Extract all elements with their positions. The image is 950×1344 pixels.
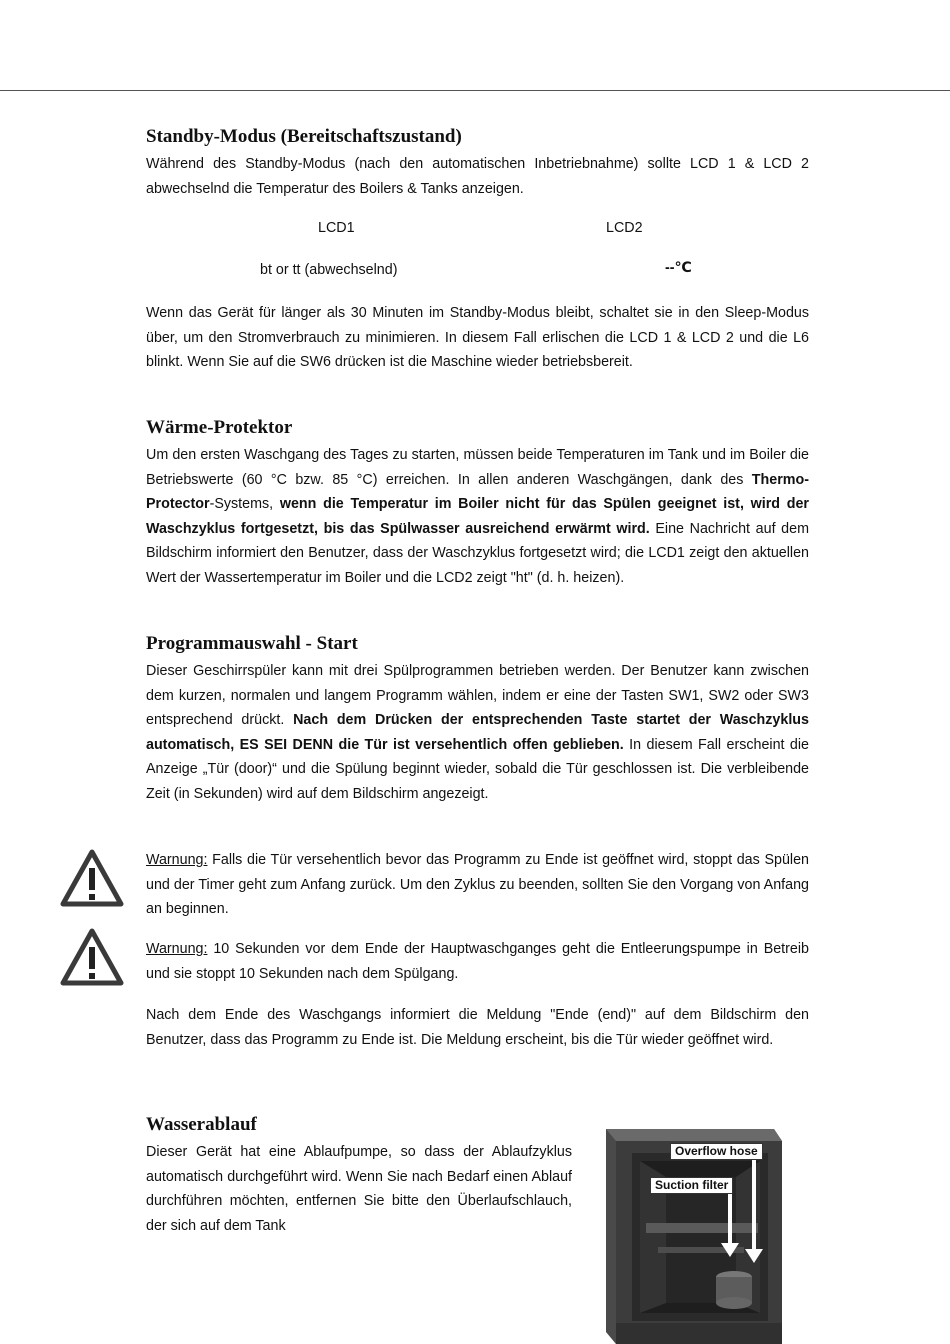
warning-2-text: Warnung: 10 Sekunden vor dem Ende der Hauptwaschganges geht die Entleerungspumpe in Betreib und sie stoppt 10 Sekunden nach dem Spülgang. [146, 941, 809, 982]
dishwasher-figure [602, 1127, 790, 1344]
warning-triangle-icon [60, 928, 124, 986]
protektor-para: Um den ersten Waschgang des Tages zu starten, müssen beide Temperaturen im Tank und im Boiler die Betriebswerte (60 °C bzw. 85 °C) erreichen. In allen anderen Waschgängen, dank des Thermo-Protector-Systems, wenn die Temperatur im Boiler nicht für das Spülen geeignet ist, wird der Waschzyklus fortgesetzt, bis das Spülwasser ausreichend erwärmt wird. Eine Nachricht auf dem Bildschirm informiert den Benutzer, dass der Waschzyklus fortgesetzt wird; die LCD1 zeigt den aktuellen Wert der Wassertemperatur im Boiler und die LCD2 zeigt "ht" (d. h. heizen). [146, 447, 809, 586]
overflow-hose-label: Overflow hose [670, 1143, 763, 1160]
standby-sleep-para: Wenn das Gerät für länger als 30 Minuten im Standby-Modus bleibt, schaltet sie in den Sleep-Modus über, um den Stromverbrauch zu minimieren. In diesem Fall erlischen die LCD 1 & LCD 2 und die L6 blinkt. Wenn Sie auf die SW6 drücken ist die Maschine wieder betriebsbereit. [146, 305, 809, 371]
suction-filter-label: Suction filter [650, 1177, 733, 1194]
ablauf-para: Dieser Gerät hat eine Ablaufpumpe, so dass der Ablaufzyklus automatisch durchgeführt wird. Wenn Sie nach Bedarf einen Ablauf durchführen möchten, entfernen Sie bitte den Überlaufschlauch, der sich auf dem Tank [146, 1144, 572, 1234]
warning-1-text: Warnung: Falls die Tür versehentlich bevor das Programm zu Ende ist geöffnet wird, stoppt das Spülen und der Timer geht zum Anfang zurück. Um den Zyklus zu beenden, sollten Sie den Vorgang von Anfang an beginnen. [146, 852, 809, 918]
standby-intro: Während des Standby-Modus (nach den automatischen Inbetriebnahme) sollte LCD 1 & LCD 2 abwechselnd die Temperatur des Boilers & Tanks anzeigen. [146, 156, 809, 197]
ende-para: Nach dem Ende des Waschgangs informiert die Meldung "Ende (end)" auf dem Bildschirm den Benutzer, dass das Programm zu Ende ist. Die Meldung erscheint, bis die Tür wieder geöffnet wird. [146, 1007, 809, 1048]
programm-para: Dieser Geschirrspüler kann mit drei Spülprogrammen betrieben werden. Der Benutzer kann zwischen dem kurzen, normalen und langem Programm wählen, indem er eine der Tasten SW1, SW2 oder SW3 entsprechend drückt. Nach dem Drücken der entsprechenden Taste startet der Waschzyklus automatisch, ES SEI DENN die Tür ist versehentlich offen geblieben. In diesem Fall erscheint die Anzeige „Tür (door)“ und die Spülung beginnt wieder, sobald die Tür geschlossen ist. Die verbleibende Zeit (in Sekunden) wird auf dem Bildschirm angezeigt. [146, 663, 809, 802]
ablauf-heading: Wasserablauf [146, 1114, 257, 1135]
programm-heading: Programmauswahl - Start [146, 633, 358, 654]
protektor-heading: Wärme-Protektor [146, 417, 293, 438]
lcd2-header: LCD2 [606, 220, 643, 236]
warning-triangle-icon [60, 849, 124, 907]
lcd1-header: LCD1 [318, 220, 355, 236]
standby-heading: Standby-Modus (Bereitschaftszustand) [146, 126, 462, 147]
lcd2-value: --℃ [665, 260, 692, 276]
header-rule [0, 90, 950, 91]
lcd1-value: bt or tt (abwechselnd) [260, 262, 398, 278]
